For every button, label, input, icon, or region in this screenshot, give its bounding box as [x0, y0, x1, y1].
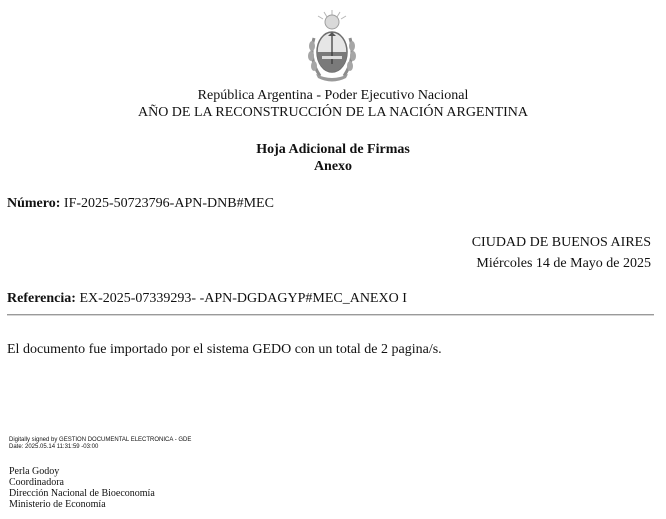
- reference: [7, 291, 407, 307]
- digital-signature-stamp: [9, 437, 191, 451]
- reference-label: Referencia:: [7, 291, 76, 306]
- signer-office: Dirección Nacional de Bioeconomía: [9, 488, 155, 499]
- signer-ministry: Ministerio de Economía: [9, 499, 106, 510]
- digital-signature-line: Digitally signed by GESTION DOCUMENTAL ELECTRONICA - GDE: [9, 437, 192, 443]
- document-subtitle: Anexo: [313, 159, 353, 174]
- argentina-coat-of-arms-icon: [302, 8, 362, 88]
- city: CIUDAD DE BUENOS AIRES: [471, 235, 651, 250]
- body-text: El documento fue importado por el sistema GEDO con un total de 2 pagina/s.: [7, 342, 442, 357]
- signer-block: [9, 466, 155, 510]
- document-number: [7, 196, 274, 212]
- document-number-value: IF-2025-50723796-APN-DNB#MEC: [63, 196, 274, 211]
- signer-name: Perla Godoy: [9, 466, 60, 477]
- signer-role: Coordinadora: [9, 477, 64, 488]
- reference-value: EX-2025-07339293- -APN-DGDAGYP#MEC_ANEXO I: [79, 291, 407, 306]
- document-title: Hoja Adicional de Firmas: [256, 142, 410, 157]
- document-number-label: Número:: [7, 196, 61, 211]
- digital-signature-date: Date: 2025.05.14 11:31:59 -03:00: [9, 444, 99, 450]
- document-date: Miércoles 14 de Mayo de 2025: [476, 256, 651, 271]
- divider: [7, 314, 654, 316]
- year-motto: AÑO DE LA RECONSTRUCCIÓN DE LA NACIÓN ARGENTINA: [137, 105, 529, 120]
- government-header: República Argentina - Poder Ejecutivo Nacional: [197, 88, 469, 103]
